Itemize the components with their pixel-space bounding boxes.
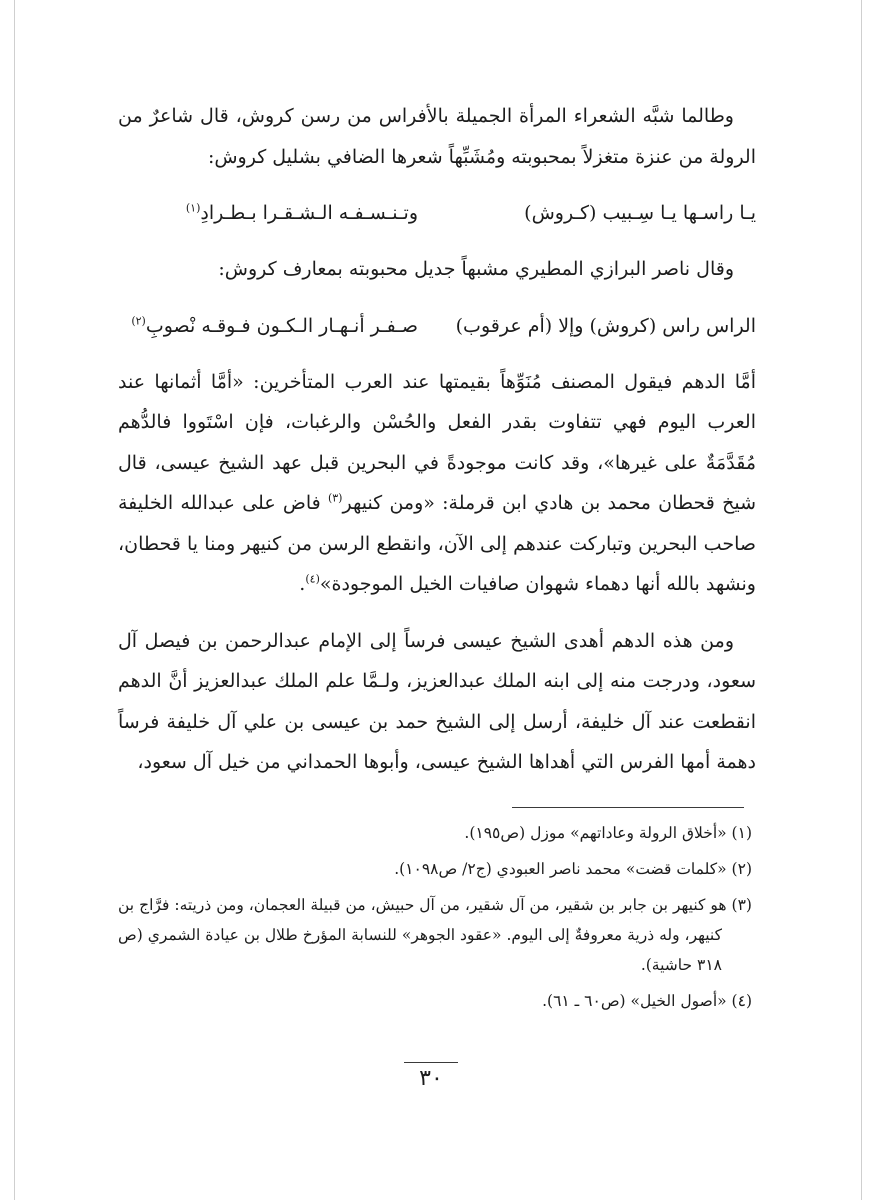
verse-2-first-hemistich: الراس راس (كروش) وإلا (أم عرقوب)	[455, 314, 756, 337]
footnotes	[118, 818, 752, 1022]
paragraph-gift: ومن هذه الدهم أهدى الشيخ عيسى فرساً إلى الإمام عبدالرحمن بن فيصل آل سعود، ودرجت منه إلى ابنه الملك عبدالعزيز، ولـمَّا علم الملك عبدالعزيز أنَّ الدهم انقطعت عند آل خليفة، أرسل إلى الشيخ حمد بن عيسى بن علي آل خليفة فرساً دهمة أمها الفرس التي أهداها الشيخ عيسى، وأبوها الحمداني من خيل آل سعود،	[118, 629, 756, 773]
footnote-1	[118, 818, 752, 848]
paragraph-dahm-part-1: أمَّا الدهم فيقول المصنف مُنَوِّهاً بقيمتها عند العرب المتأخرين: «أمَّا أثمانها عند العرب اليوم فهي تتفاوت بقدر الفعل والحُسْن والرغبات، فإن اسْتَووا فالدُّهم مُقَدَّمَةٌ على غيرها»، وقد كانت موجودةً في البحرين قبل عهد الشيخ عيسى، قال شيخ قحطان محمد بن هادي ابن قرملة: «ومن كنيهر	[118, 370, 756, 514]
verse-1-first-hemistich: يـا راسـها يـا سِـبيب (كـروش)	[524, 202, 756, 224]
page-body	[118, 96, 756, 799]
footnote-3-text: هو كنيهر بن جابر بن شقير، من آل شقير، من آل حبيش، من قبيلة العجمان، ومن ذريته: فرَّاج بن كنيهر، وله ذرية معروفةٌ إلى اليوم. «عقود الجوهر» للنسابة المؤرخ طلال بن عيادة الشمري (ص ٣١٨ حاشية).	[118, 896, 727, 974]
page-number: ٣٠	[419, 1066, 443, 1091]
footnote-separator	[512, 807, 744, 808]
paragraph-dahm-end: .	[299, 573, 306, 595]
footnote-1-text: «أخلاق الرولة وعاداتهم» موزل (ص١٩٥).	[464, 824, 727, 842]
footnote-4-text: «أصول الخيل» (ص٦٠ ـ ٦١).	[542, 992, 727, 1010]
paragraph-albarazi: وقال ناصر البرازي المطيري مشبهاً جديل محبوبته بمعارف كروش:	[218, 258, 734, 280]
footnote-ref-2: (٢)	[131, 314, 146, 328]
footnote-ref-1: (١)	[185, 201, 201, 215]
verse-1-second-text: وتـنـسـفـه الـشـقـرا بـطـرادِ	[200, 202, 418, 224]
footnote-4-number: (٤)	[731, 992, 752, 1010]
paragraph-dahm	[118, 362, 756, 605]
page-border-left	[14, 0, 15, 1200]
footnote-1-number: (١)	[731, 824, 752, 842]
paragraph-intro: وطالما شبَّه الشعراء المرأة الجميلة بالأفراس من رسن كروش، قال شاعرٌ من الرولة من عنزة متغزلاً بمحبوبته ومُشَبِّهاً شعرها الضافي بشليل كروش:	[118, 105, 756, 168]
verse-1-second-hemistich	[118, 193, 418, 233]
footnote-4	[118, 986, 752, 1016]
footnote-2	[118, 854, 752, 884]
footnote-2-number: (٢)	[731, 860, 752, 878]
page-border-right	[861, 0, 862, 1200]
verse-1	[118, 193, 756, 233]
footnote-3	[118, 890, 752, 980]
verse-2	[118, 306, 756, 346]
verse-2-second-hemistich	[118, 306, 418, 346]
paragraph-dahm-part-2: فاض على عبدالله الخليفة صاحب البحرين وتباركت عندهم إلى الآن، وانقطع الرسن من كنيهر ومنا يا قحطان، ونشهد بالله أنها دهماء شهوان صافيات الخيل الموجودة»	[118, 492, 756, 595]
footnote-2-text: «كلمات قضت» محمد ناصر العبودي (ج٢/ ص١٠٩٨).	[394, 860, 727, 878]
footnote-ref-3: (٣)	[327, 491, 343, 505]
footnote-3-number: (٣)	[731, 896, 752, 914]
footnote-ref-4: (٤)	[305, 572, 320, 586]
page-number-rule	[404, 1062, 458, 1063]
verse-2-second-text: صـفـر أنـهـار الـكـون فـوقـه نْصوبِ	[145, 314, 418, 337]
